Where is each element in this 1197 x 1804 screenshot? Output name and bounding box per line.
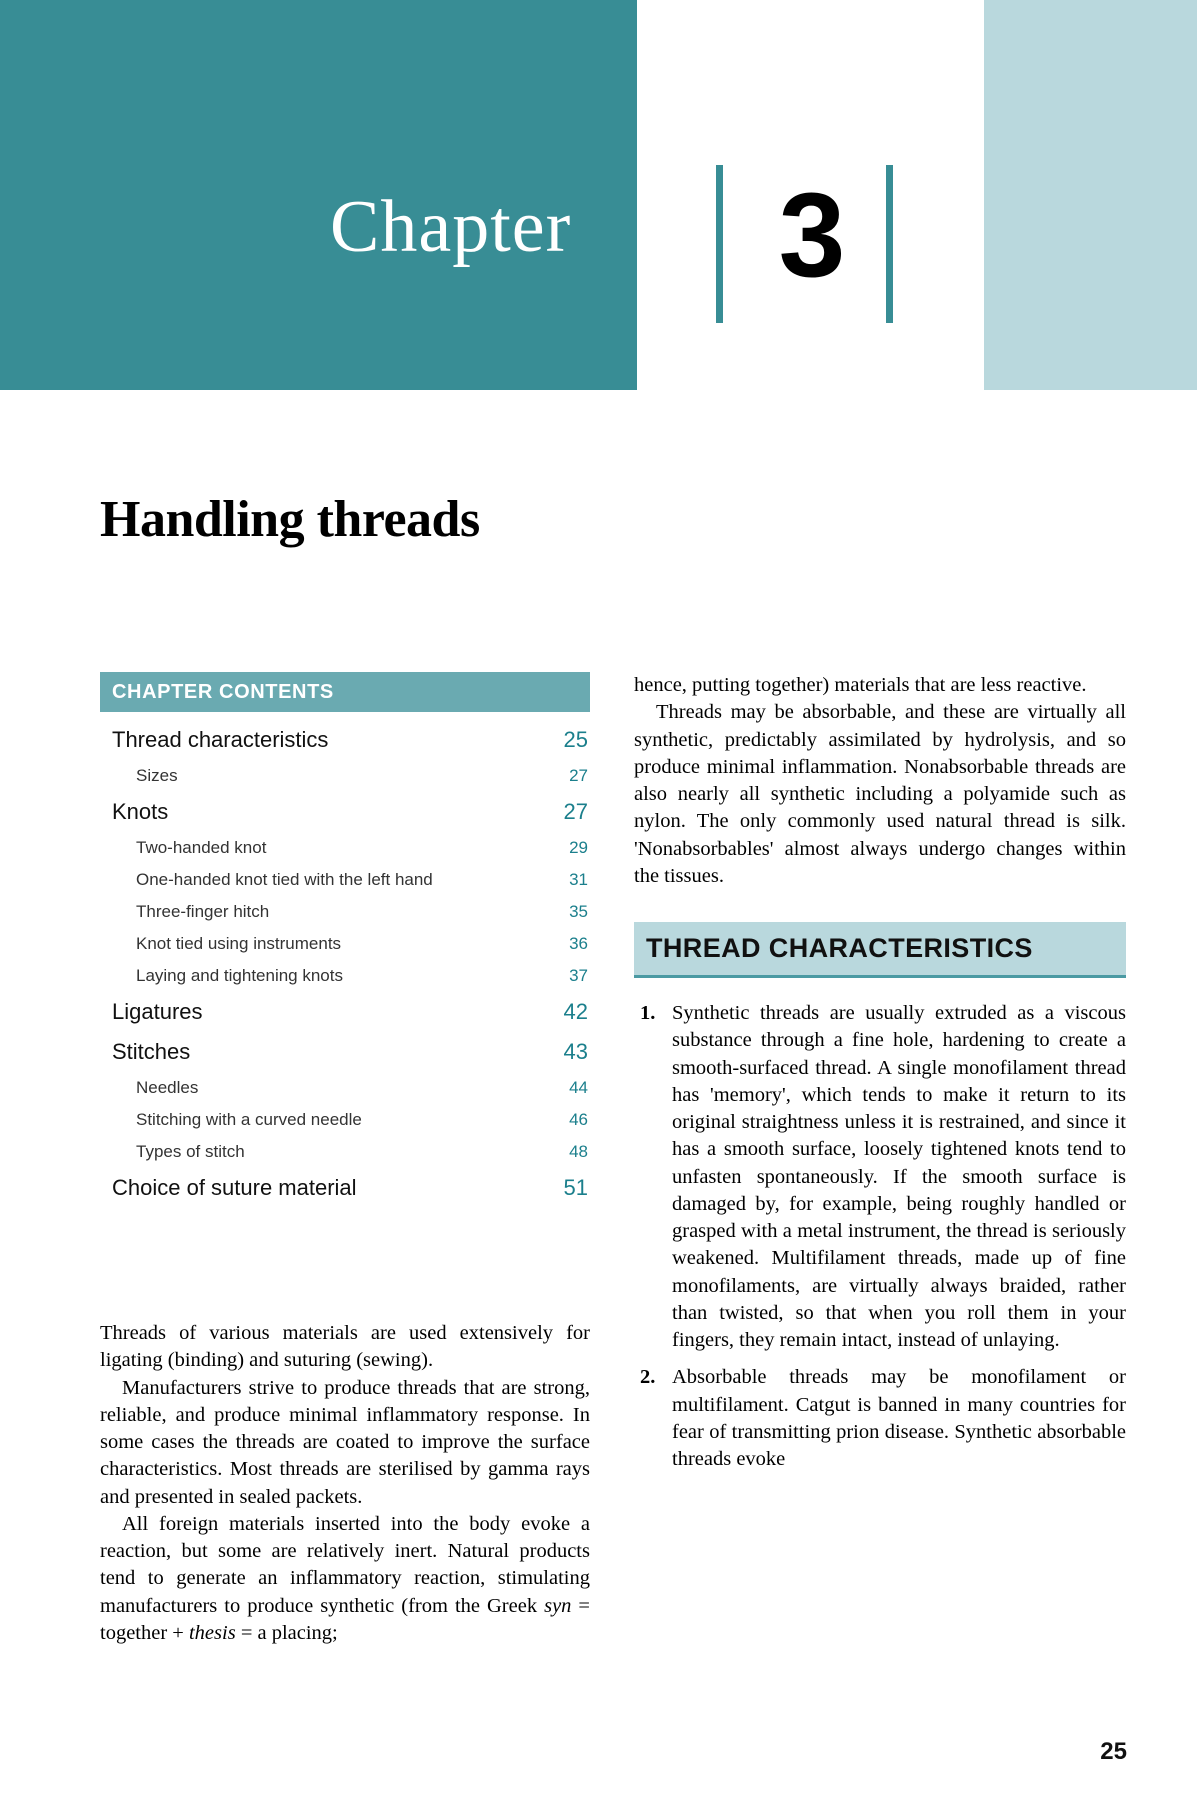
toc-label: Stitches <box>112 1039 191 1064</box>
italic-term-thesis: thesis <box>188 1621 236 1644</box>
toc-label: Three-finger hitch <box>136 902 270 921</box>
paragraph-text: All foreign materials inserted into the body evoke a reaction, but some are relatively inert. Natural products tend to generate an inflammatory reaction, stimulating manufacturers to produce synthetic (from the Greek <box>100 1512 590 1617</box>
right-column <box>634 672 1126 1483</box>
toc-label: Choice of suture material <box>112 1175 357 1200</box>
paragraph: Threads of various materials are used extensively for ligating (binding) and suturing (sewing). <box>100 1322 590 1372</box>
toc-page-number: 27 <box>569 766 588 785</box>
italic-term-syn: syn <box>544 1594 572 1617</box>
toc-row[interactable] <box>100 1072 590 1104</box>
paragraph-with-italics <box>100 1511 590 1647</box>
toc-page-number: 51 <box>563 1175 588 1200</box>
paragraph-text: = a placing; <box>235 1621 338 1644</box>
toc-row[interactable] <box>100 1032 590 1072</box>
paragraph: Threads may be absorbable, and these are virtually all synthetic, predictably assimilated by hydrolysis, and so produce minimal inflammation. Nonabsorbable threads are also nearly all synthetic including a polyamide such as nylon. The only commonly used natural thread is silk. 'Nonabsorbables' almost always undergo changes within the tissues. <box>634 701 1126 887</box>
paragraph: hence, putting together) materials that are less reactive. <box>634 674 1087 696</box>
toc-page-number: 43 <box>563 1039 588 1064</box>
toc-page-number: 37 <box>569 966 588 985</box>
toc-page-number: 31 <box>569 870 588 889</box>
chapter-number: 3 <box>778 168 846 302</box>
toc-row[interactable] <box>100 1168 590 1208</box>
header-pale-block <box>984 0 1197 390</box>
page-folio: 25 <box>1100 1738 1127 1765</box>
paragraph: Manufacturers strive to produce threads that are strong, reliable, and produce minimal inflammatory response. In some cases the threads are coated to improve the surface characteristics. Most threads are sterilised by gamma rays and presented in sealed packets. <box>100 1376 590 1508</box>
left-column-body <box>100 1320 590 1647</box>
chapter-contents-box <box>100 672 590 1208</box>
chapter-rule-right <box>886 165 893 323</box>
right-column-intro <box>634 672 1126 890</box>
toc-label: Types of stitch <box>136 1142 245 1161</box>
list-item: Synthetic threads are usually extruded as a viscous substance through a fine hole, hardening to create a smooth-surfaced thread. A single monofilament thread has 'memory', which tends to make it return to its original straightness unless it is restrained, and since it has a smooth surface, loosely tightened knots tend to unfasten spontaneously. If the smooth surface is damaged by, for example, being roughly handled or grasped with a metal instrument, the thread is seriously weakened. Multifilament threads, made up of fine monofilaments, are virtually always braided, rather than twisted, so that when you roll them in your fingers, they remain intact, instead of unlaying. <box>672 1002 1126 1351</box>
chapter-header-band <box>0 0 1197 390</box>
section-heading-thread-characteristics: THREAD CHARACTERISTICS <box>634 922 1126 978</box>
list-item: Absorbable threads may be monofilament or multifilament. Catgut is banned in many countries for fear of transmitting prion disease. Synthetic absorbable threads evoke <box>672 1366 1126 1470</box>
toc-row[interactable] <box>100 928 590 960</box>
toc-label: One-handed knot tied with the left hand <box>136 870 433 889</box>
toc-label: Two-handed knot <box>136 838 267 857</box>
chapter-contents-heading: CHAPTER CONTENTS <box>100 672 590 712</box>
toc-label: Laying and tightening knots <box>136 966 343 985</box>
toc-row[interactable] <box>100 720 590 760</box>
chapter-word: Chapter <box>330 186 572 268</box>
chapter-rule-left <box>716 165 723 323</box>
numbered-list <box>634 1000 1126 1473</box>
toc-page-number: 27 <box>563 799 588 824</box>
toc-row[interactable] <box>100 832 590 864</box>
toc-row[interactable] <box>100 992 590 1032</box>
toc-row[interactable] <box>100 760 590 792</box>
toc-row[interactable] <box>100 896 590 928</box>
toc-row[interactable] <box>100 1136 590 1168</box>
toc-label: Needles <box>136 1078 199 1097</box>
toc-row[interactable] <box>100 792 590 832</box>
toc-row[interactable] <box>100 960 590 992</box>
toc-label: Sizes <box>136 766 178 785</box>
toc-page-number: 44 <box>569 1078 588 1097</box>
toc-page-number: 42 <box>563 999 588 1024</box>
toc-page-number: 35 <box>569 902 588 921</box>
toc-page-number: 25 <box>563 727 588 752</box>
page-title: Handling threads <box>100 490 480 548</box>
left-column <box>100 672 590 1647</box>
paragraph-text: = together + <box>100 1594 590 1644</box>
toc-label: Stitching with a curved needle <box>136 1110 362 1129</box>
toc-row[interactable] <box>100 1104 590 1136</box>
toc-page-number: 36 <box>569 934 588 953</box>
toc-page-number: 29 <box>569 838 588 857</box>
toc-row[interactable] <box>100 864 590 896</box>
toc-page-number: 48 <box>569 1142 588 1161</box>
toc-label: Ligatures <box>112 999 203 1024</box>
toc-label: Knot tied using instruments <box>136 934 342 953</box>
toc-label: Thread characteristics <box>112 727 329 752</box>
toc-page-number: 46 <box>569 1110 588 1129</box>
toc-label: Knots <box>112 799 169 824</box>
table-of-contents <box>100 720 590 1208</box>
